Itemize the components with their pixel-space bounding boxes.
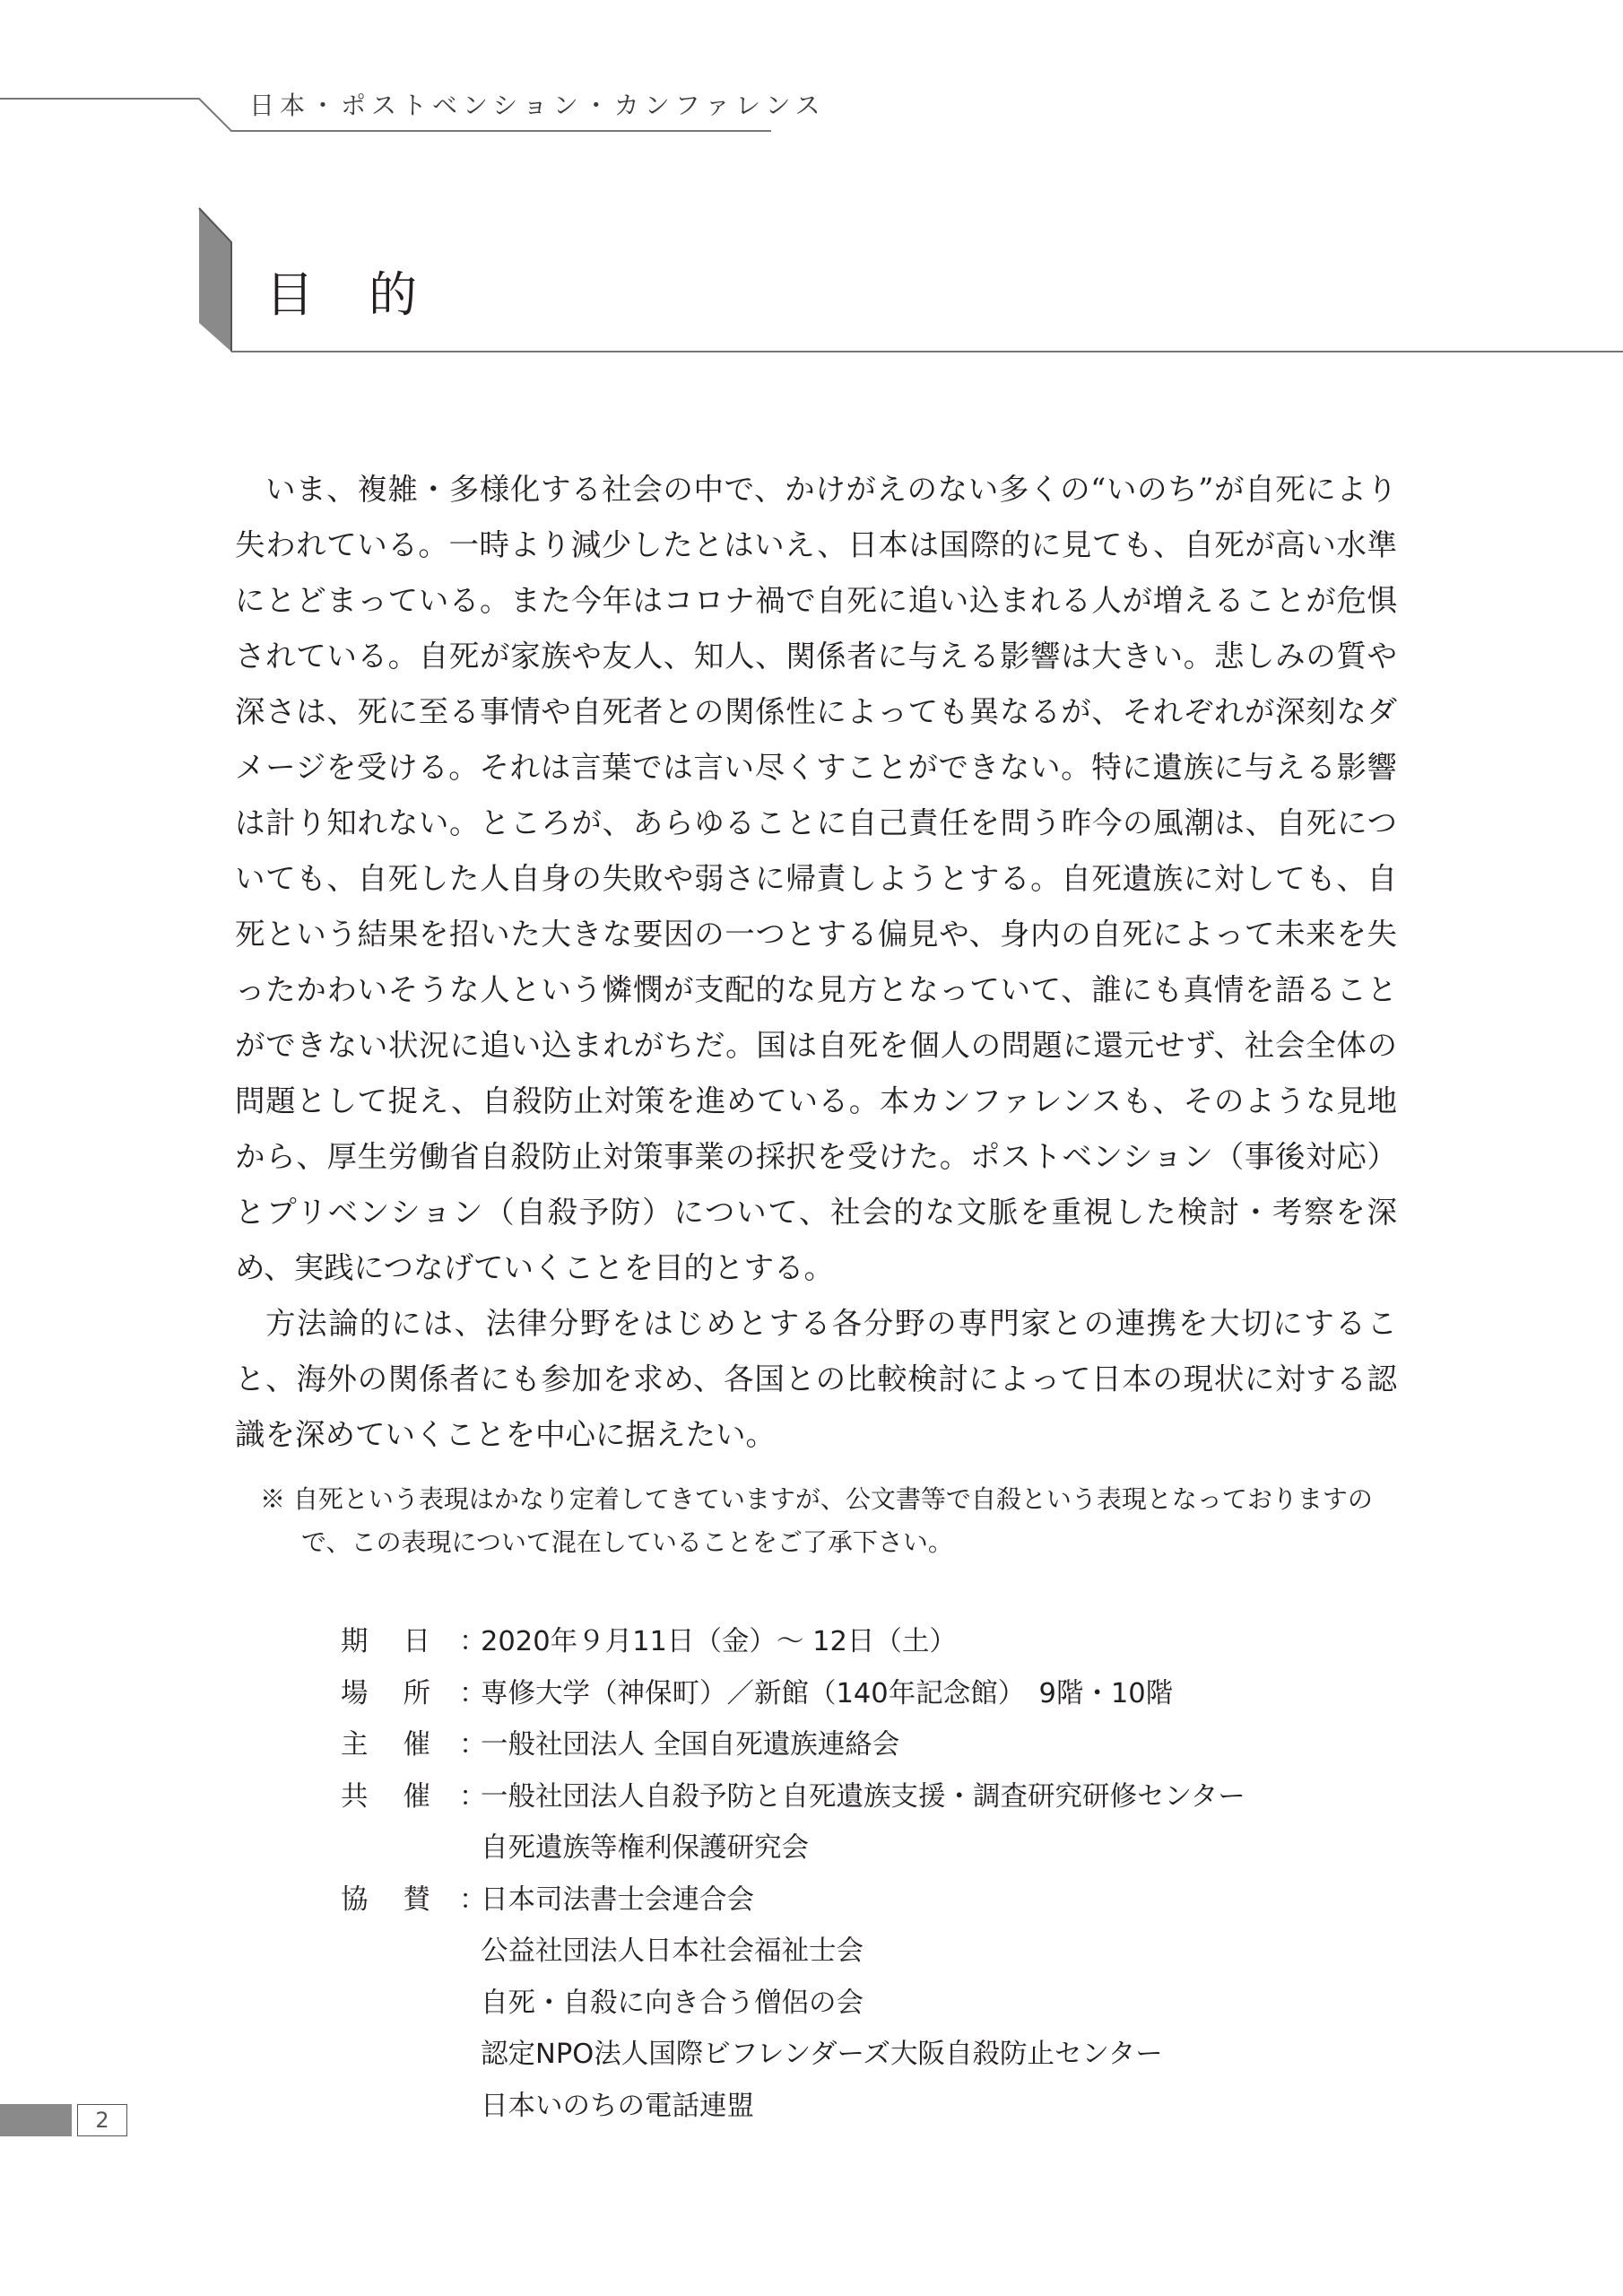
- running-header: 日本・ポストベンション・カンファレンス: [249, 91, 826, 120]
- info-value: 認定NPO法人国際ビフレンダーズ大阪自殺防止センター: [481, 2039, 1163, 2070]
- info-value: 一般社団法人自殺予防と自死遺族支援・調査研究研修センター: [481, 1780, 1245, 1813]
- info-label: 場 所: [341, 1677, 430, 1709]
- page-number: 2: [77, 2104, 127, 2136]
- info-colon: ：: [459, 1729, 487, 1761]
- info-label: 協 賛: [341, 1883, 430, 1916]
- info-value: 日本いのちの電話連盟: [481, 2090, 754, 2122]
- info-label: 期 日: [341, 1626, 430, 1657]
- info-colon: ：: [459, 1883, 487, 1916]
- info-row-sponsors: [341, 1874, 1245, 2133]
- info-label: 主 催: [341, 1729, 430, 1761]
- info-value: 自死・自殺に向き合う僧侶の会: [481, 1987, 864, 2019]
- info-colon: ：: [459, 1626, 487, 1657]
- info-row-organizer: [341, 1719, 1245, 1771]
- footnote: ※ 自死という表現はかなり定着してきていますが、公文書等で自殺という表現となっておりますので、この表現について混在していることをご了承下さい。: [260, 1484, 1373, 1557]
- info-row-venue: [341, 1668, 1245, 1720]
- body-text: [235, 462, 1397, 1463]
- page-title: 目 的: [265, 266, 438, 323]
- info-value: 日本司法書士会連合会: [481, 1883, 754, 1916]
- info-colon: ：: [459, 1677, 487, 1709]
- info-value: 専修大学（神保町）／新館（140年記念館） 9階・10階: [481, 1677, 1174, 1709]
- page-number-bar: [0, 2104, 72, 2136]
- info-value: 一般社団法人 全国自死遺族連絡会: [481, 1729, 900, 1761]
- info-row-co-organizer: [341, 1771, 1245, 1874]
- info-value: 2020年９月11日（金）～ 12日（土）: [481, 1626, 957, 1657]
- body-paragraph: いま、複雑・多様化する社会の中で、かけがえのない多くの“いのち”が自死により失われている。一時より減少したとはいえ、日本は国際的に見ても、自死が高い水準にとどまっている。また今年はコロナ禍で自死に追い込まれる人が増えることが危惧されている。自死が家族や友人、知人、関係者に与える影響は大きい。悲しみの質や深さは、死に至る事情や自死者との関係性によっても異なるが、それぞれが深刻なダメージを受ける。それは言葉では言い尽くすことができない。特に遺族に与える影響は計り知れない。ところが、あらゆることに自己責任を問う昨今の風潮は、自死についても、自死した人自身の失敗や弱さに帰責しようとする。自死遺族に対しても、自死という結果を招いた大きな要因の一つとする偏見や、身内の自死によって未来を失ったかわいそうな人という憐憫が支配的な見方となっていて、誰にも真情を語ることができない状況に追い込まれがちだ。国は自死を個人の問題に還元せず、社会全体の問題として捉え、自殺防止対策を進めている。本カンファレンスも、そのような見地から、厚生労働省自殺防止対策事業の採択を受けた。ポストベンション（事後対応）とプリベンション（自殺予防）について、社会的な文脈を重視した検討・考察を深め、実践につなげていくことを目的とする。: [235, 472, 1397, 1285]
- info-value: 自死遺族等権利保護研究会: [481, 1832, 809, 1864]
- info-row-date: [341, 1616, 1245, 1668]
- body-paragraph: 方法論的には、法律分野をはじめとする各分野の専門家との連携を大切にすること、海外の関係者にも参加を求め、各国との比較検討によって日本の現状に対する認識を深めていくことを中心に据えたい。: [235, 1306, 1397, 1452]
- info-label: 共 催: [341, 1780, 430, 1813]
- info-value: 公益社団法人日本社会福祉士会: [481, 1935, 864, 1967]
- event-info: [341, 1616, 1245, 2132]
- info-colon: ：: [459, 1780, 487, 1813]
